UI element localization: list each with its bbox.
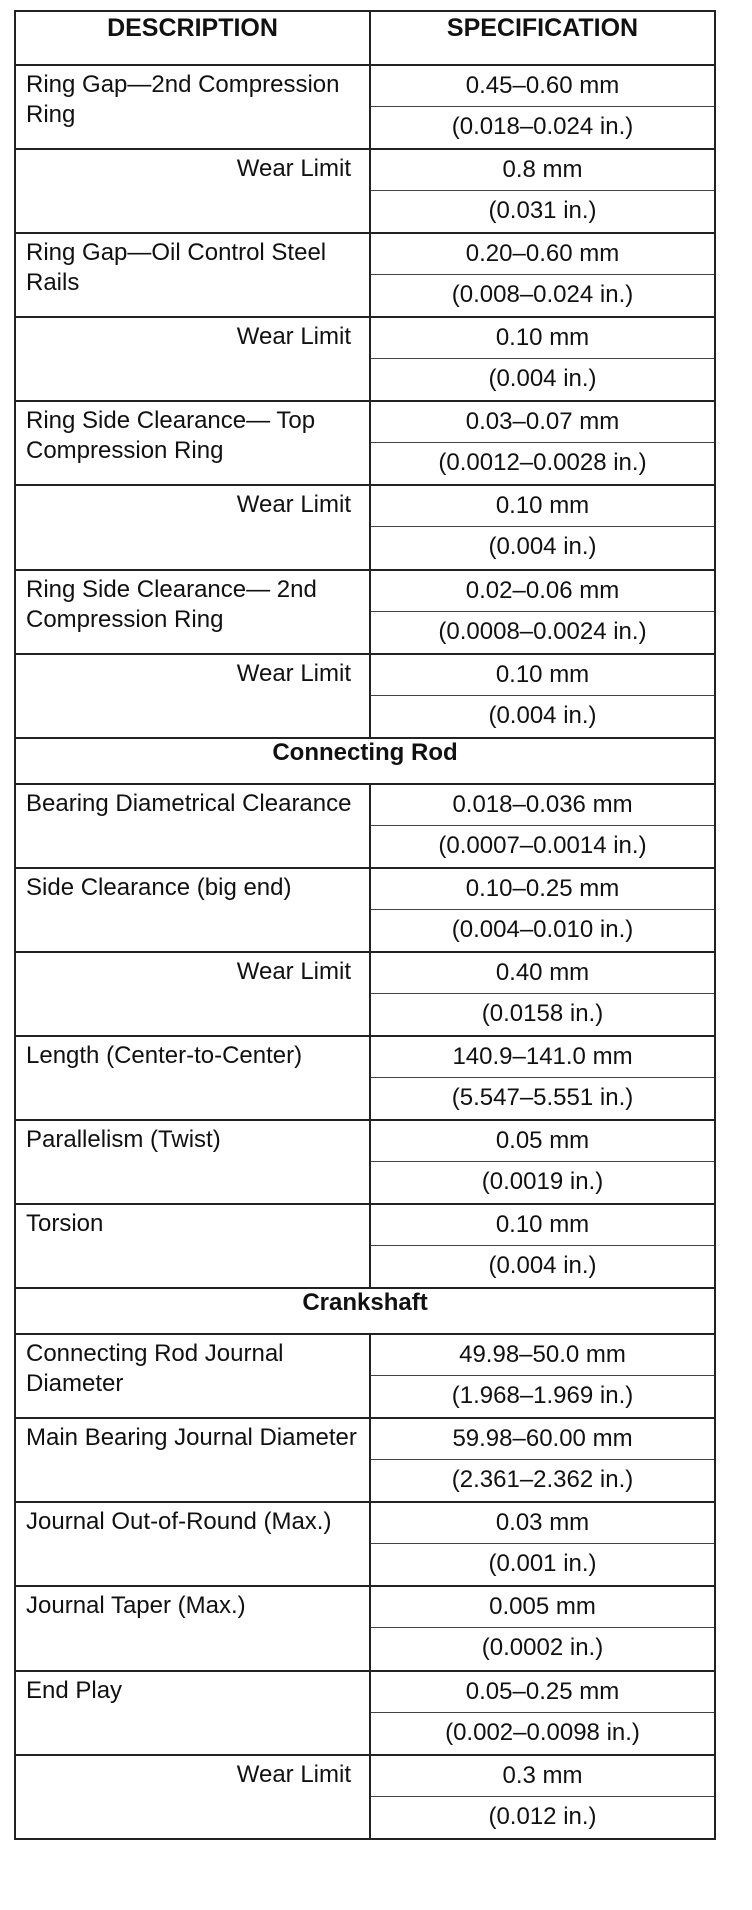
specification-cell (370, 1586, 715, 1670)
spec-imperial: (0.012 in.) (488, 1802, 597, 1830)
description-text: Ring Side Clearance— 2nd Compression Ring (26, 575, 317, 633)
description-text: Side Clearance (big end) (26, 873, 292, 901)
header-description: DESCRIPTION (15, 11, 370, 65)
description-cell (15, 1036, 370, 1120)
spec-metric: 0.8 mm (371, 150, 714, 191)
spec-metric: 0.02–0.06 mm (371, 571, 714, 612)
table-row (15, 1334, 715, 1418)
table-row (15, 317, 715, 401)
description-text: Wear Limit (236, 323, 351, 351)
description-text: Parallelism (Twist) (26, 1126, 221, 1154)
spec-imperial: (0.004–0.010 in.) (451, 915, 634, 943)
description-cell (15, 65, 370, 149)
description-text: Wear Limit (236, 659, 351, 687)
description-text: Wear Limit (236, 1760, 351, 1788)
table-row (15, 149, 715, 233)
spec-imperial: (0.0002 in.) (481, 1634, 604, 1662)
spec-metric: 0.10 mm (371, 486, 714, 527)
specification-cell (370, 654, 715, 738)
description-text: Ring Side Clearance— Top Compression Ring (26, 407, 316, 465)
specification-cell (370, 1671, 715, 1755)
spec-imperial: (5.547–5.551 in.) (451, 1083, 634, 1111)
spec-imperial: (0.018–0.024 in.) (451, 113, 634, 141)
spec-imperial: (0.0008–0.0024 in.) (438, 617, 647, 645)
description-text: Ring Gap—2nd Compression Ring (26, 71, 340, 129)
description-text: Ring Gap—Oil Control Steel Rails (26, 239, 327, 297)
specification-cell (370, 1120, 715, 1204)
table-row (15, 1120, 715, 1204)
specification-cell (370, 1036, 715, 1120)
table-row (15, 1671, 715, 1755)
spec-imperial: (0.031 in.) (488, 197, 597, 225)
spec-metric: 0.05–0.25 mm (371, 1672, 714, 1713)
spec-imperial: (0.002–0.0098 in.) (445, 1718, 640, 1746)
description-cell (15, 149, 370, 233)
description-text: End Play (26, 1676, 123, 1704)
description-text: Wear Limit (236, 957, 351, 985)
spec-imperial: (2.361–2.362 in.) (451, 1466, 634, 1494)
description-cell (15, 317, 370, 401)
table-row (15, 1418, 715, 1502)
spec-metric: 0.10–0.25 mm (371, 869, 714, 910)
section-title: Connecting Rod (15, 738, 715, 784)
table-row (15, 1036, 715, 1120)
spec-table (14, 10, 716, 1840)
spec-metric: 59.98–60.00 mm (371, 1419, 714, 1460)
description-cell (15, 1586, 370, 1670)
spec-imperial: (1.968–1.969 in.) (451, 1382, 634, 1410)
table-row (15, 654, 715, 738)
description-text: Bearing Diametrical Clearance (26, 789, 352, 817)
specification-cell (370, 65, 715, 149)
table-row (15, 868, 715, 952)
description-cell (15, 1334, 370, 1418)
description-cell (15, 1120, 370, 1204)
table-row (15, 784, 715, 868)
description-cell (15, 1671, 370, 1755)
table-row (15, 1586, 715, 1670)
spec-imperial: (0.004 in.) (488, 1252, 597, 1280)
specification-cell (370, 1755, 715, 1839)
spec-metric: 0.20–0.60 mm (371, 234, 714, 275)
specification-cell (370, 1502, 715, 1586)
table-row (15, 65, 715, 149)
section-title: Crankshaft (15, 1288, 715, 1334)
table-row (15, 952, 715, 1036)
description-cell (15, 1418, 370, 1502)
description-cell (15, 1204, 370, 1288)
specification-cell (370, 570, 715, 654)
spec-table-body (15, 11, 715, 1839)
spec-metric: 0.05 mm (371, 1121, 714, 1162)
spec-metric: 0.3 mm (371, 1756, 714, 1797)
specification-cell (370, 149, 715, 233)
spec-metric: 0.10 mm (371, 1205, 714, 1246)
table-row (15, 1204, 715, 1288)
description-cell (15, 784, 370, 868)
spec-metric: 140.9–141.0 mm (371, 1037, 714, 1078)
table-row (15, 485, 715, 569)
table-row (15, 233, 715, 317)
description-cell (15, 1502, 370, 1586)
specification-cell (370, 401, 715, 485)
description-text: Torsion (26, 1210, 104, 1238)
spec-imperial: (0.004 in.) (488, 365, 597, 393)
description-text: Wear Limit (236, 155, 351, 183)
spec-imperial: (0.0012–0.0028 in.) (438, 449, 647, 477)
description-cell (15, 401, 370, 485)
spec-imperial: (0.0007–0.0014 in.) (438, 831, 647, 859)
specification-cell (370, 784, 715, 868)
description-text: Connecting Rod Journal Diameter (26, 1340, 284, 1398)
spec-metric: 0.40 mm (371, 953, 714, 994)
specification-cell (370, 952, 715, 1036)
description-text: Wear Limit (236, 491, 351, 519)
specification-cell (370, 233, 715, 317)
specification-cell (370, 1334, 715, 1418)
description-cell (15, 868, 370, 952)
spec-imperial: (0.0158 in.) (481, 999, 604, 1027)
description-cell (15, 570, 370, 654)
spec-metric: 49.98–50.0 mm (371, 1335, 714, 1376)
table-header-row (15, 11, 715, 65)
header-specification: SPECIFICATION (370, 11, 715, 65)
table-row (15, 570, 715, 654)
description-text: Main Bearing Journal Diameter (26, 1424, 357, 1452)
specification-cell (370, 1204, 715, 1288)
spec-imperial: (0.0019 in.) (481, 1168, 604, 1196)
specification-cell (370, 868, 715, 952)
table-row (15, 1755, 715, 1839)
spec-imperial: (0.004 in.) (488, 533, 597, 561)
description-cell (15, 1755, 370, 1839)
spec-metric: 0.005 mm (371, 1587, 714, 1628)
section-header-row (15, 738, 715, 784)
table-row (15, 1502, 715, 1586)
description-cell (15, 952, 370, 1036)
description-text: Length (Center-to-Center) (26, 1041, 303, 1069)
spec-metric: 0.018–0.036 mm (371, 785, 714, 826)
description-text: Journal Out-of-Round (Max.) (26, 1508, 332, 1536)
section-header-row (15, 1288, 715, 1334)
table-row (15, 401, 715, 485)
spec-metric: 0.10 mm (371, 655, 714, 696)
spec-metric: 0.03 mm (371, 1503, 714, 1544)
description-cell (15, 233, 370, 317)
description-text: Journal Taper (Max.) (26, 1592, 246, 1620)
spec-metric: 0.10 mm (371, 318, 714, 359)
spec-imperial: (0.008–0.024 in.) (451, 281, 634, 309)
spec-imperial: (0.004 in.) (488, 701, 597, 729)
description-cell (15, 485, 370, 569)
spec-metric: 0.45–0.60 mm (371, 66, 714, 107)
description-cell (15, 654, 370, 738)
spec-imperial: (0.001 in.) (488, 1550, 597, 1578)
specification-cell (370, 485, 715, 569)
spec-metric: 0.03–0.07 mm (371, 402, 714, 443)
specification-cell (370, 317, 715, 401)
specification-cell (370, 1418, 715, 1502)
